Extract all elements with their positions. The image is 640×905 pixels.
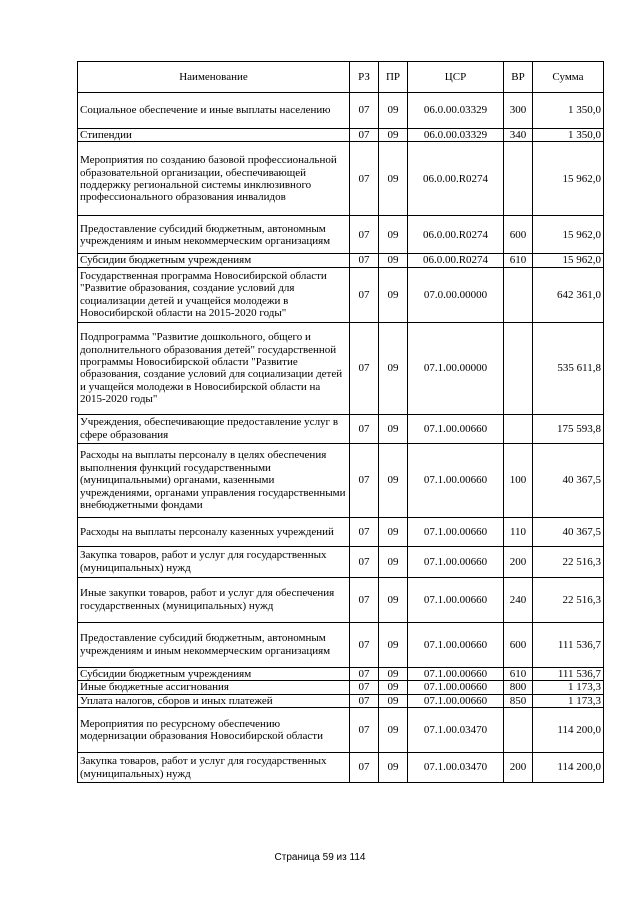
header-row	[78, 62, 604, 93]
row-pr: 09	[379, 267, 408, 322]
row-name: Стипендии	[78, 129, 350, 142]
row-name: Мероприятия по созданию базовой профессиональной образовательной организации, обеспечивающей поддержку региональной системы инклюзивного профессионального образования инвалидов	[78, 142, 350, 216]
row-vr	[504, 708, 533, 753]
row-rz: 07	[350, 577, 379, 622]
table-row	[78, 254, 604, 267]
row-sum: 175 593,8	[533, 414, 604, 443]
row-csr: 07.0.00.00000	[408, 267, 504, 322]
table-row	[78, 216, 604, 254]
row-sum: 111 536,7	[533, 667, 604, 680]
row-sum: 1 173,3	[533, 681, 604, 694]
row-pr: 09	[379, 129, 408, 142]
row-rz: 07	[350, 93, 379, 129]
table-row	[78, 577, 604, 622]
table-row	[78, 443, 604, 517]
table-row	[78, 622, 604, 667]
row-rz: 07	[350, 753, 379, 783]
row-sum: 114 200,0	[533, 753, 604, 783]
row-rz: 07	[350, 322, 379, 414]
row-name: Уплата налогов, сборов и иных платежей	[78, 694, 350, 707]
row-vr: 300	[504, 93, 533, 129]
row-pr: 09	[379, 577, 408, 622]
row-name: Субсидии бюджетным учреждениям	[78, 667, 350, 680]
row-rz: 07	[350, 681, 379, 694]
row-sum: 22 516,3	[533, 546, 604, 577]
table-row	[78, 93, 604, 129]
table-row	[78, 517, 604, 546]
budget-table	[77, 61, 604, 783]
table-row	[78, 546, 604, 577]
table-row	[78, 267, 604, 322]
header-vr: ВР	[504, 62, 533, 93]
row-vr: 610	[504, 667, 533, 680]
row-rz: 07	[350, 517, 379, 546]
row-pr: 09	[379, 216, 408, 254]
row-csr: 07.1.00.03470	[408, 753, 504, 783]
row-vr	[504, 322, 533, 414]
row-name: Учреждения, обеспечивающие предоставление услуг в сфере образования	[78, 414, 350, 443]
row-pr: 09	[379, 443, 408, 517]
row-sum: 15 962,0	[533, 254, 604, 267]
table-row	[78, 681, 604, 694]
row-pr: 09	[379, 681, 408, 694]
row-name: Иные бюджетные ассигнования	[78, 681, 350, 694]
row-name: Субсидии бюджетным учреждениям	[78, 254, 350, 267]
table-row	[78, 753, 604, 783]
header-sum: Сумма	[533, 62, 604, 93]
row-vr: 850	[504, 694, 533, 707]
row-name: Подпрограмма "Развитие дошкольного, общего и дополнительного образования детей" государственной программы Новосибирской области "Развитие образования, создание условий для социализации детей и учащейся молодежи в Новосибирской области на 2015-2020 годы"	[78, 322, 350, 414]
row-rz: 07	[350, 254, 379, 267]
row-csr: 07.1.00.00660	[408, 622, 504, 667]
row-sum: 114 200,0	[533, 708, 604, 753]
row-pr: 09	[379, 414, 408, 443]
row-csr: 06.0.00.R0274	[408, 216, 504, 254]
row-csr: 07.1.00.00660	[408, 443, 504, 517]
row-pr: 09	[379, 142, 408, 216]
row-rz: 07	[350, 142, 379, 216]
row-pr: 09	[379, 322, 408, 414]
table-row	[78, 694, 604, 707]
header-csr: ЦСР	[408, 62, 504, 93]
table-row	[78, 129, 604, 142]
row-name: Закупка товаров, работ и услуг для государственных (муниципальных) нужд	[78, 753, 350, 783]
row-vr: 600	[504, 216, 533, 254]
row-pr: 09	[379, 93, 408, 129]
row-vr	[504, 142, 533, 216]
row-pr: 09	[379, 517, 408, 546]
row-sum: 642 361,0	[533, 267, 604, 322]
row-sum: 40 367,5	[533, 517, 604, 546]
row-rz: 07	[350, 708, 379, 753]
row-name: Государственная программа Новосибирской области "Развитие образования, создание условий для социализации детей и учащейся молодежи в Новосибирской области на 2015-2020 годы"	[78, 267, 350, 322]
row-pr: 09	[379, 708, 408, 753]
row-vr: 800	[504, 681, 533, 694]
row-vr: 200	[504, 753, 533, 783]
row-name: Расходы на выплаты персоналу казенных учреждений	[78, 517, 350, 546]
row-name: Предоставление субсидий бюджетным, автономным учреждениям и иным некоммерческим организациям	[78, 622, 350, 667]
row-pr: 09	[379, 546, 408, 577]
row-csr: 06.0.00.03329	[408, 93, 504, 129]
row-name: Социальное обеспечение и иные выплаты населению	[78, 93, 350, 129]
row-vr	[504, 414, 533, 443]
row-vr	[504, 267, 533, 322]
row-pr: 09	[379, 622, 408, 667]
row-rz: 07	[350, 443, 379, 517]
row-csr: 07.1.00.00660	[408, 667, 504, 680]
row-pr: 09	[379, 753, 408, 783]
row-csr: 07.1.00.00660	[408, 681, 504, 694]
row-vr: 340	[504, 129, 533, 142]
row-sum: 1 173,3	[533, 694, 604, 707]
row-vr: 100	[504, 443, 533, 517]
table-row	[78, 667, 604, 680]
row-csr: 06.0.00.R0274	[408, 142, 504, 216]
row-vr: 200	[504, 546, 533, 577]
row-csr: 07.1.00.00660	[408, 577, 504, 622]
row-pr: 09	[379, 667, 408, 680]
row-pr: 09	[379, 254, 408, 267]
row-vr: 240	[504, 577, 533, 622]
row-sum: 15 962,0	[533, 216, 604, 254]
row-sum: 1 350,0	[533, 129, 604, 142]
row-csr: 07.1.00.00660	[408, 546, 504, 577]
row-sum: 535 611,8	[533, 322, 604, 414]
row-name: Закупка товаров, работ и услуг для государственных (муниципальных) нужд	[78, 546, 350, 577]
row-name: Предоставление субсидий бюджетным, автономным учреждениям и иным некоммерческим организациям	[78, 216, 350, 254]
row-sum: 1 350,0	[533, 93, 604, 129]
row-csr: 07.1.00.00660	[408, 694, 504, 707]
header-pr: ПР	[379, 62, 408, 93]
header-name: Наименование	[78, 62, 350, 93]
row-rz: 07	[350, 546, 379, 577]
row-csr: 07.1.00.03470	[408, 708, 504, 753]
table-row	[78, 708, 604, 753]
row-vr: 610	[504, 254, 533, 267]
row-vr: 600	[504, 622, 533, 667]
row-vr: 110	[504, 517, 533, 546]
row-pr: 09	[379, 694, 408, 707]
header-rz: РЗ	[350, 62, 379, 93]
row-rz: 07	[350, 129, 379, 142]
row-csr: 06.0.00.03329	[408, 129, 504, 142]
row-name: Иные закупки товаров, работ и услуг для обеспечения государственных (муниципальных) нужд	[78, 577, 350, 622]
row-csr: 07.1.00.00000	[408, 322, 504, 414]
row-csr: 06.0.00.R0274	[408, 254, 504, 267]
table-row	[78, 322, 604, 414]
row-rz: 07	[350, 667, 379, 680]
row-sum: 111 536,7	[533, 622, 604, 667]
table-row	[78, 142, 604, 216]
row-rz: 07	[350, 216, 379, 254]
row-rz: 07	[350, 414, 379, 443]
page-number: Страница 59 из 114	[274, 852, 366, 863]
row-rz: 07	[350, 622, 379, 667]
row-name: Расходы на выплаты персоналу в целях обеспечения выполнения функций государственными (муниципальными) органами, казенными учреждениями, органами управления государственными внебюджетными фондами	[78, 443, 350, 517]
row-sum: 22 516,3	[533, 577, 604, 622]
table-row	[78, 414, 604, 443]
row-sum: 15 962,0	[533, 142, 604, 216]
row-sum: 40 367,5	[533, 443, 604, 517]
row-name: Мероприятия по ресурсному обеспечению модернизации образования Новосибирской области	[78, 708, 350, 753]
row-csr: 07.1.00.00660	[408, 517, 504, 546]
row-rz: 07	[350, 694, 379, 707]
row-rz: 07	[350, 267, 379, 322]
row-csr: 07.1.00.00660	[408, 414, 504, 443]
